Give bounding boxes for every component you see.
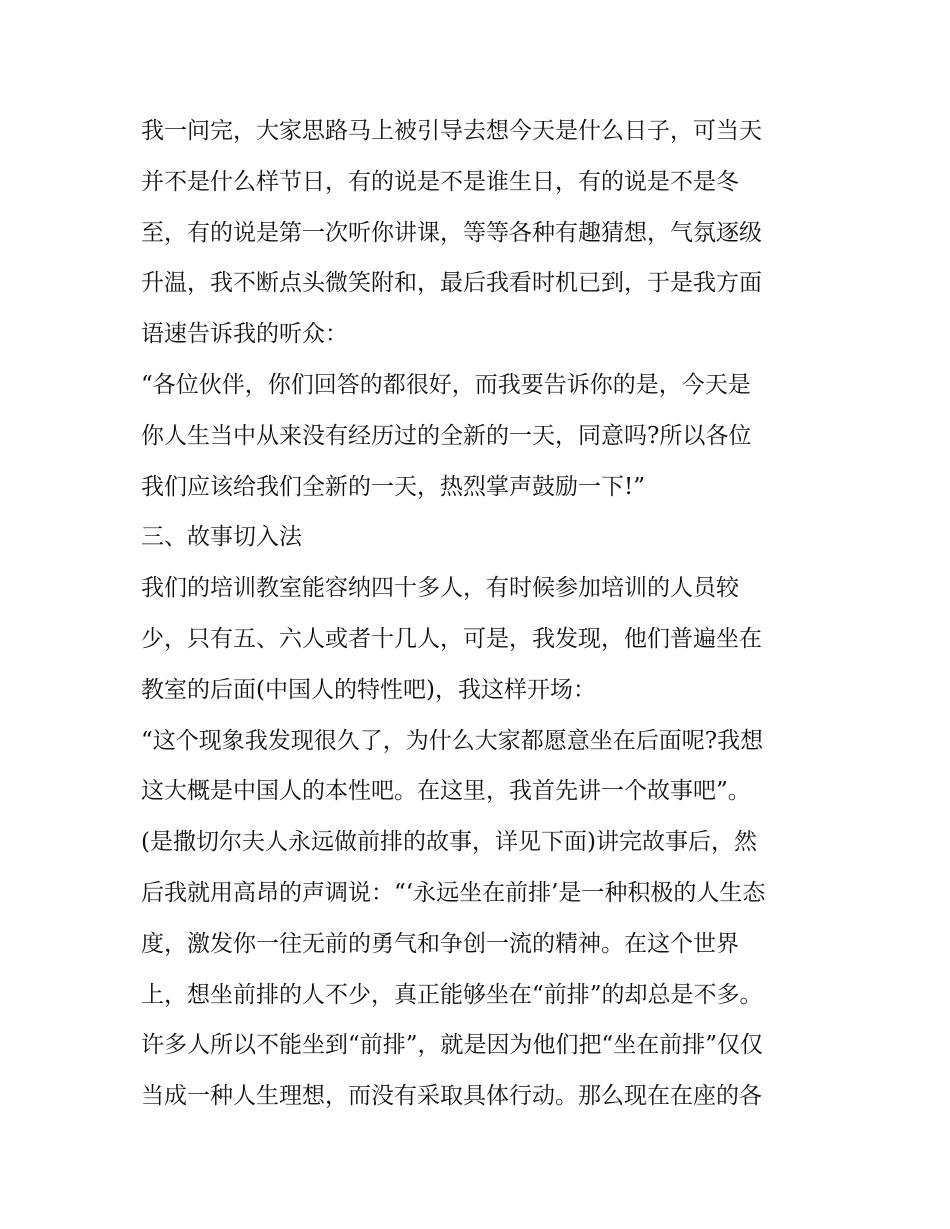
- text-line: 升温，我不断点头微笑附和，最后我看时机已到，于是我方面: [141, 270, 762, 297]
- text-line: 我们的培训教室能容纳四十多人，有时候参加培训的人员较: [141, 575, 739, 602]
- text-line: 并不是什么样节日，有的说是不是谁生日，有的说是不是冬: [141, 168, 739, 195]
- quote-line: 你人生当中从来没有经历过的全新的一天，同意吗?所以各位: [141, 422, 752, 449]
- text-line: 语速告诉我的听众：: [141, 321, 348, 348]
- text-line: 上，想坐前排的人不少，真正能够坐在“前排”的却总是不多。: [141, 981, 763, 1008]
- text-line: 至，有的说是第一次听你讲课，等等各种有趣猜想，气氛逐级: [141, 219, 762, 246]
- quote-line: “各位伙伴，你们回答的都很好，而我要告诉你的是，今天是: [141, 371, 751, 398]
- text-line: 度，激发你一往无前的勇气和争创一流的精神。在这个世界: [141, 930, 739, 957]
- text-line: 许多人所以不能坐到“前排”，就是因为他们把“坐在前排”仅仅: [141, 1032, 764, 1059]
- quote-line: 这大概是中国人的本性吧。在这里，我首先讲一个故事吧”。: [141, 778, 751, 805]
- text-line: 后我就用高昂的声调说：“‘永远坐在前排’是一种积极的人生态: [141, 879, 766, 906]
- text-line: 当成一种人生理想，而没有采取具体行动。那么现在在座的各: [141, 1083, 762, 1110]
- quote-line: 我们应该给我们全新的一天，热烈掌声鼓励一下!”: [141, 473, 646, 500]
- section-heading: 三、故事切入法: [141, 524, 302, 551]
- body-text: [141, 106, 821, 1122]
- quote-line: “这个现象我发现很久了，为什么大家都愿意坐在后面呢?我想: [141, 727, 764, 754]
- text-line: 少，只有五、六人或者十几人，可是，我发现，他们普遍坐在: [141, 625, 762, 652]
- text-line: (是撒切尔夫人永远做前排的故事，详见下面)讲完故事后，然: [141, 829, 757, 856]
- text-line: 教室的后面(中国人的特性吧)，我这样开场：: [141, 676, 596, 703]
- text-line: 我一问完，大家思路马上被引导去想今天是什么日子，可当天: [141, 118, 762, 144]
